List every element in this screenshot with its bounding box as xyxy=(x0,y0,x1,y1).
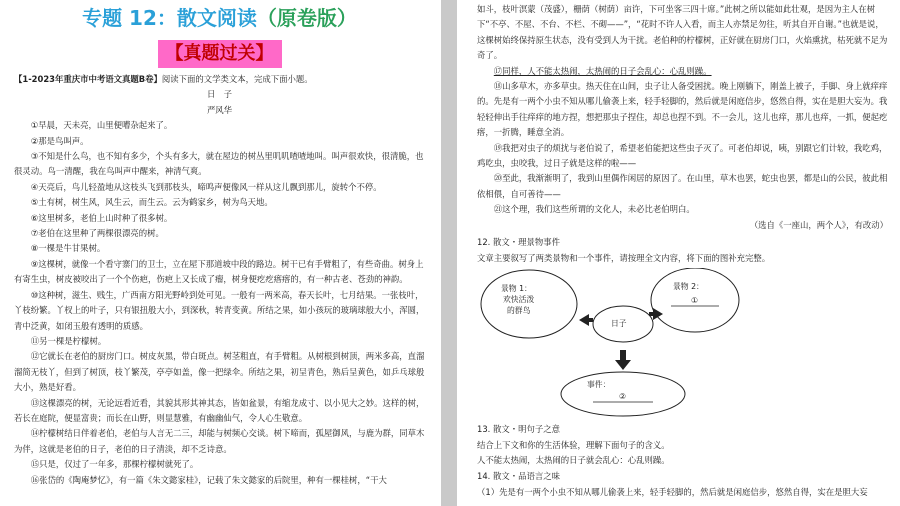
node2-label: 景物 2： xyxy=(673,282,704,292)
title-edition: （原卷版） xyxy=(256,6,357,30)
paragraph: ⑥这里树多，老伯上山时种了很多树。 xyxy=(30,212,173,223)
paragraph: ⑪另一棵是柠檬树。 xyxy=(30,335,107,346)
center-label: 日子 xyxy=(611,319,627,329)
paragraph: ⑫它就长在老伯的厨房门口。树皮灰黑，带白斑点。树茎粗直，有手臂粗。从树根到树顶，两米多高，直溜溜简无枝丫，但到了树顶，枝丫繁茂，亭亭如盖，像一把绿伞。所结之果，初呈青色，熟后呈黄色，如乒乓球般大小，熟是好看。 xyxy=(14,351,425,393)
source-label: 【1-2023年重庆市中考语文真题B卷】 xyxy=(14,74,162,84)
arrow-left xyxy=(579,314,593,326)
paragraph: ⑲我把对虫子的烦扰与老伯说了，希望老伯能把这些虫子灭了。可老伯却说，咦，别跟它们计较，我吃鸡，鸡吃虫，虫咬我，过日子就是这样的啦—— xyxy=(477,142,888,169)
article-author: 严风华 xyxy=(206,104,233,115)
paragraph: ⑯张岱的《陶庵梦忆》，有一篇《朱文懿家桂》，记载了朱文懿家的后院里，种有一棵桂树，“干大 xyxy=(30,474,387,485)
question-source xyxy=(14,72,425,87)
paragraph: ⑱山多草木，亦多草虫。热天住在山间，虫子让人备受困扰。晚上刚躺下，刚盖上被子，手脚、身上就痒痒的。先是有一两个小虫不知从哪儿偷袭上来，轻手轻脚的，然后就是闲庭信步，悠然自得，实在是胆大妄为。我轻轻伸出手往痒痒的地方捏，想把那虫子捏住，却总也捏不到。不一会儿，这儿也痒，那儿也痒，一抓，便起疙瘩，一折腾，睡意全消。 xyxy=(477,81,888,138)
question-12-heading: 12. 散文・理景物事件 xyxy=(477,237,560,248)
arrow-down xyxy=(615,350,631,370)
paragraph: ⑦老伯在这里种了两棵很漂亮的树。 xyxy=(30,228,164,239)
node2-blank: ① xyxy=(691,296,698,306)
paragraph: ⑬这棵漂亮的树，无论远看近看，其貌其形其神其态，皆如盆景，有缩龙成寸、以小见大之妙。这样的树，若长在庭院，便显富贵；而长在山野，则显慧雅，有幽幽仙气，令人心生敬意。 xyxy=(14,397,425,423)
article-citation: （选自《一座山，两个人》，有改动） xyxy=(749,219,888,230)
paragraph: ⑩这种树，滋生、贱生，广西南方阳光野岭到处可见。一般有一两米高，春天长叶，七月结果。一张枝叶，丫枝纷繁。丫杈上的叶子，只有银扭般大小，到深秋，转青变黄。所结之果，如小孩玩的玻璃球般大小，浑圆，青中泛黄，如闭玉般有透明的质感。 xyxy=(14,289,425,331)
section-banner: 【真题过关】 xyxy=(158,40,282,68)
paragraph xyxy=(477,64,888,79)
key-sentence: ⑰同样，人不能太热闹，太热闹的日子会乱心：心乱则躁。 xyxy=(493,65,712,76)
paragraph: ⑤土有树，树生风，风生云，而生云。云为鹤家乡，树为鸟天地。 xyxy=(30,197,273,208)
node1-text-b: 的群鸟 xyxy=(507,306,531,316)
question-13-heading: 13. 散文・明句子之意 xyxy=(477,424,560,435)
relationship-diagram xyxy=(477,268,888,418)
question-13-text: 结合上下文和你的生活体验，理解下面句子的含义。 xyxy=(477,439,670,450)
article-title: 日 子 xyxy=(206,89,233,100)
left-page xyxy=(0,0,441,506)
paragraph: ②那是鸟叫声。 xyxy=(30,135,89,146)
paragraph: 如斗，枝叶溟蒙（茂盛），栅荫（树荫）亩许，下可坐客三四十席。”此树之所以能如此壮观，是因为主人在树下“不亭、不屋、不台、不栏、不砌——”，“花时不许人入看，而主人亦禁足勿往，听其自开自谢。”也就是说，这棵树始终保持原生状态，没有受到人为干扰。老伯种的柠檬树，正好就在厨房门口，火焰熏扰，枯死就不足为奇了。 xyxy=(477,4,888,61)
question-14-text: （1）先是有一两个小虫不知从哪儿偷袭上来，轻手轻脚的，然后就是闲庭信步，悠然自得，实在是胆大妄 xyxy=(477,486,868,497)
paragraph: ⑳至此，我渐渐明了，我到山里偶作闲居的原因了。在山里，草木也罢，蛇虫也罢，都是山的公民，彼此相依相偎，自可善待—— xyxy=(477,173,888,199)
paragraph: ①早晨，天未亮，山里便嘈杂起来了。 xyxy=(30,120,173,131)
right-page xyxy=(457,0,900,506)
paragraph: ⑮只是，仅过了一年多，那棵柠檬树就死了。 xyxy=(30,459,199,470)
paragraph: ⑨这棵树，就像一个看守寨门的卫士，立在屋下那道坡中段的路边。树干已有手臂粗了，有些奇曲。树身上有寄生虫，树皮被咬出了一个个伤疤，伤疤上又长成了瘤，树身便疙疙瘩瘩的，有一种古老、苍劲的神韵。 xyxy=(14,258,424,285)
node3-blank: ② xyxy=(619,392,626,402)
node3-label: 事件： xyxy=(587,380,611,390)
page-title xyxy=(14,4,425,32)
banner-wrap xyxy=(14,40,425,70)
node1-label: 景物 1： xyxy=(501,284,532,294)
title-subject: 散文阅读 xyxy=(176,6,257,30)
paragraph: ㉑这个理，我们这些所谓的文化人，未必比老伯明白。 xyxy=(493,204,695,215)
paragraph: ⑭柠檬树结日伴着老伯，老伯与人言无二三，却能与树频心交谈。树下啼而，孤屋御风，与鹿为群，同草木为伴，这就是老伯的日子，老伯的日子清淡，却不乏诗意。 xyxy=(14,428,425,454)
title-topic: 专题 12： xyxy=(82,6,177,30)
source-intro: 阅读下面的文学类文本，完成下面小题。 xyxy=(161,74,313,84)
node1-text-a: 欢快活泼 xyxy=(503,295,535,305)
paragraph: ⑧一棵是牛甘果树。 xyxy=(30,243,106,254)
paragraph: ④天亮后，鸟儿轻盈地从这枝头飞到那枝头，啼鸣声便像风一样从这儿飘到那儿，旋转个不停。 xyxy=(30,181,382,192)
question-13-quote: 人不能太热闹，太热闹的日子就会乱心：心乱则躁。 xyxy=(477,455,670,466)
question-14-heading: 14. 散文・品语言之味 xyxy=(477,471,560,482)
paragraph: ③不知是什么鸟，也不知有多少，个头有多大，就在屋边的树丛里叽叽喳喳地叫。叫声很欢快，很清脆，也很灵动。鸟一清醒，我在鸟叫声中醒来，神清气爽。 xyxy=(14,151,424,177)
question-12-text: 文章主要叙写了两类景物和一个事件，请按理全文内容，将下面的图补充完整。 xyxy=(477,252,771,263)
